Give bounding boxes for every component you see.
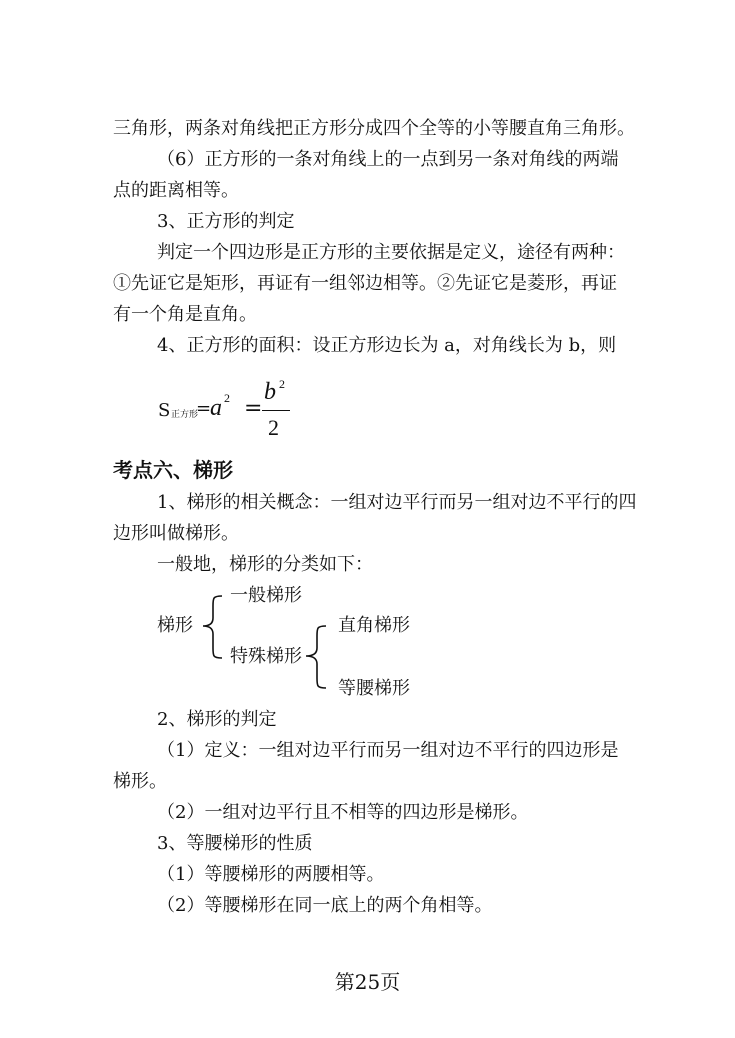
formula-s: S (158, 400, 171, 421)
section-heading: 考点六、梯形 (113, 458, 233, 482)
formula-numerator-exponent: 2 (279, 377, 285, 391)
text-line: 3、等腰梯形的性质 (157, 833, 313, 854)
text-line: 判定一个四边形是正方形的主要依据是定义，途径有两种： (157, 242, 625, 263)
formula-numerator: b (264, 379, 276, 405)
text-line: 边形叫做梯形。 (113, 523, 239, 544)
class-isosceles: 等腰梯形 (338, 678, 410, 699)
formula-equals: = (196, 398, 212, 419)
formula-a: a (210, 395, 222, 421)
formula-equals-2: = (244, 396, 263, 421)
text-line: 3、正方形的判定 (157, 211, 295, 232)
formula-a-exponent: 2 (224, 391, 230, 405)
text-line: 1、梯形的相关概念：一组对边平行而另一组对边不平行的四 (157, 492, 637, 513)
class-right: 直角梯形 (338, 615, 410, 636)
page-number: 第25页 (334, 970, 401, 994)
brace-special (306, 626, 326, 688)
class-general: 一般梯形 (230, 585, 302, 606)
text-line: （1）等腰梯形的两腰相等。 (157, 864, 385, 885)
text-line: 三角形，两条对角线把正方形分成四个全等的小等腰直角三角形。 (113, 118, 635, 139)
text-line: ①先证它是矩形，再证有一组邻边相等。②先证它是菱形，再证 (113, 273, 617, 294)
class-root: 梯形 (157, 615, 193, 636)
text-line: （1）定义：一组对边平行而另一组对边不平行的四边形是 (157, 740, 619, 761)
formula-denominator: 2 (268, 415, 279, 440)
text-line: （6）正方形的一条对角线上的一点到另一条对角线的两端 (157, 149, 619, 170)
brace-main (203, 596, 222, 658)
text-line: 点的距离相等。 (113, 180, 239, 201)
text-line: 4、正方形的面积：设正方形边长为 a，对角线长为 b，则 (157, 335, 617, 356)
text-line: （2）等腰梯形在同一底上的两个角相等。 (157, 895, 493, 916)
text-line: 2、梯形的判定 (157, 709, 277, 730)
text-line: （2）一组对边平行且不相等的四边形是梯形。 (157, 802, 529, 823)
text-line: 一般地，梯形的分类如下： (157, 554, 373, 575)
class-special: 特殊梯形 (230, 646, 302, 667)
formula-subscript: 正方形 (171, 410, 199, 420)
text-line: 梯形。 (113, 771, 167, 792)
text-line: 有一个角是直角。 (113, 304, 257, 325)
